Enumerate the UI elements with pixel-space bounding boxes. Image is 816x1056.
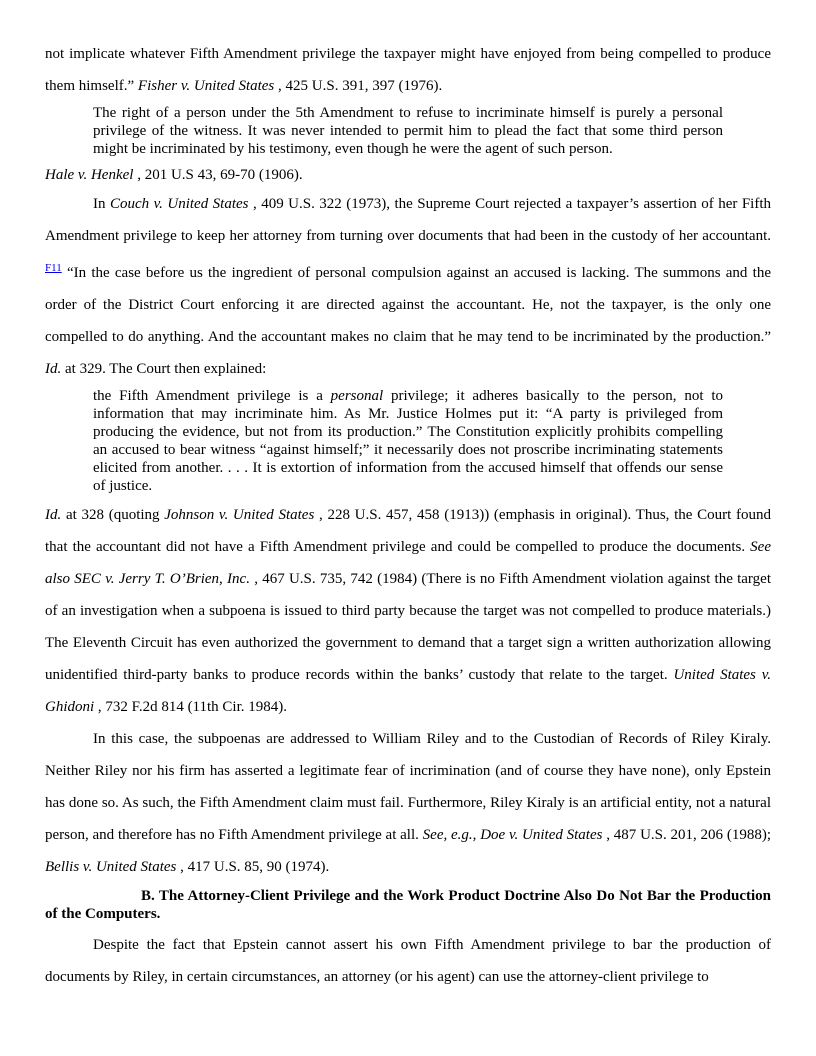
section-heading-b: B. The Attorney-Client Privilege and the Work Product Doctrine Also Do Not Bar the Production of the Computers. <box>45 888 771 922</box>
case-name: Fisher v. United States <box>137 78 275 94</box>
text: In <box>93 196 110 212</box>
id-signal: Id. <box>45 361 62 377</box>
block-quote-hale: The right of a person under the 5th Amendment to refuse to incriminate himself is purely a personal privilege of the witness. It was never intended to permit him to plead the fact that some third person might be incriminated by his testimony, even though he were the agent of such person. <box>93 105 723 157</box>
text: , 417 U.S. 85, 90 (1974). <box>176 859 330 875</box>
footnote-link-f11[interactable]: F11 <box>45 262 62 274</box>
case-name: Johnson v. United States <box>164 507 315 523</box>
document-page <box>45 38 771 993</box>
text: , 425 U.S. 391, 397 (1976). <box>274 78 443 94</box>
text: the Fifth Amendment privilege is a <box>93 388 331 404</box>
emphasis: personal <box>330 388 384 404</box>
text: privilege; it adheres basically to the person, not to information that may incriminate him. As Mr. Justice Holmes put it: “A party is privileged from producing the evidence, but not from its production.” The Constitution explicitly prohibits compelling an accused to bear witness “against himself;” it necessarily does not proscribe incriminating statements elicited from another. . . . It is extortion of information from the accused himself that offends our sense of justice. <box>93 388 723 494</box>
case-name: Bellis v. United States <box>45 859 177 875</box>
text: “In the case before us the ingredient of personal compulsion against an accused is lacking. The summons and the order of the District Court enforcing it are directed against the accountant. He, not the taxpayer, is the only one compelled to do anything. And the accountant makes no claim that he may tend to be incriminated by the production.” <box>45 265 771 345</box>
case-name: See also SEC v. Jerry T. O’Brien, Inc. <box>45 539 771 587</box>
citation-hale <box>45 162 771 188</box>
text: In this case, the subpoenas are addressed to William Riley and to the Custodian of Records of Riley Kiraly. Neither Riley nor his firm has asserted a legitimate fear of incrimination (and of course they have none), only Epstein has done so. As such, the Fifth Amendment claim must fail. Furthermore, Riley Kiraly is an artificial entity, not a natural person, and therefore has no Fifth Amendment privilege at all. <box>45 731 771 843</box>
text: , 467 U.S. 735, 742 (1984) (There is no Fifth Amendment violation against the target of an investigation when a subpoena is issued to third party because the target was not compelled to produce materials.) The Eleventh Circuit has even authorized the government to demand that a target sign a written authorization allowing unidentified third-party banks to produce records within the banks’ custody that relate to the target. <box>45 571 771 683</box>
text: Despite the fact that Epstein cannot assert his own Fifth Amendment privilege to bar the production of documents by Riley, in certain circumstances, an attorney (or his agent) can use the attorney-client privilege to <box>45 937 771 985</box>
paragraph-couch <box>45 188 771 385</box>
paragraph-attorney-client <box>45 929 771 993</box>
text: , 732 F.2d 814 (11th Cir. 1984). <box>94 699 288 715</box>
block-quote-couch <box>93 387 723 495</box>
text: at 328 (quoting <box>61 507 165 523</box>
case-name: United States v. Ghidoni <box>45 667 771 715</box>
text: , 201 U.S 43, 69-70 (1906). <box>133 167 303 183</box>
case-name: Couch v. United States <box>109 196 249 212</box>
paragraph-johnson <box>45 499 771 723</box>
case-name: See, e.g., Doe v. United States <box>422 827 603 843</box>
text: , 487 U.S. 201, 206 (1988); <box>602 827 771 843</box>
text: , 228 U.S. 457, 458 (1913)) (emphasis in original). Thus, the Court found that the accountant did not have a Fifth Amendment privilege and could be compelled to produce the documents. <box>45 507 772 555</box>
text: , 409 U.S. 322 (1973), the Supreme Court rejected a taxpayer’s assertion of her Fifth Amendment privilege to keep her attorney from turning over documents that had been in the custody of her accountant. <box>45 196 771 244</box>
case-name: Hale v. Henkel <box>45 167 134 183</box>
paragraph-fisher <box>45 38 771 102</box>
text: at 329. The Court then explained: <box>61 361 267 377</box>
paragraph-riley <box>45 723 771 883</box>
text: not implicate whatever Fifth Amendment privilege the taxpayer might have enjoyed from being compelled to produce them himself.” <box>45 46 771 94</box>
id-signal: Id. <box>45 507 62 523</box>
